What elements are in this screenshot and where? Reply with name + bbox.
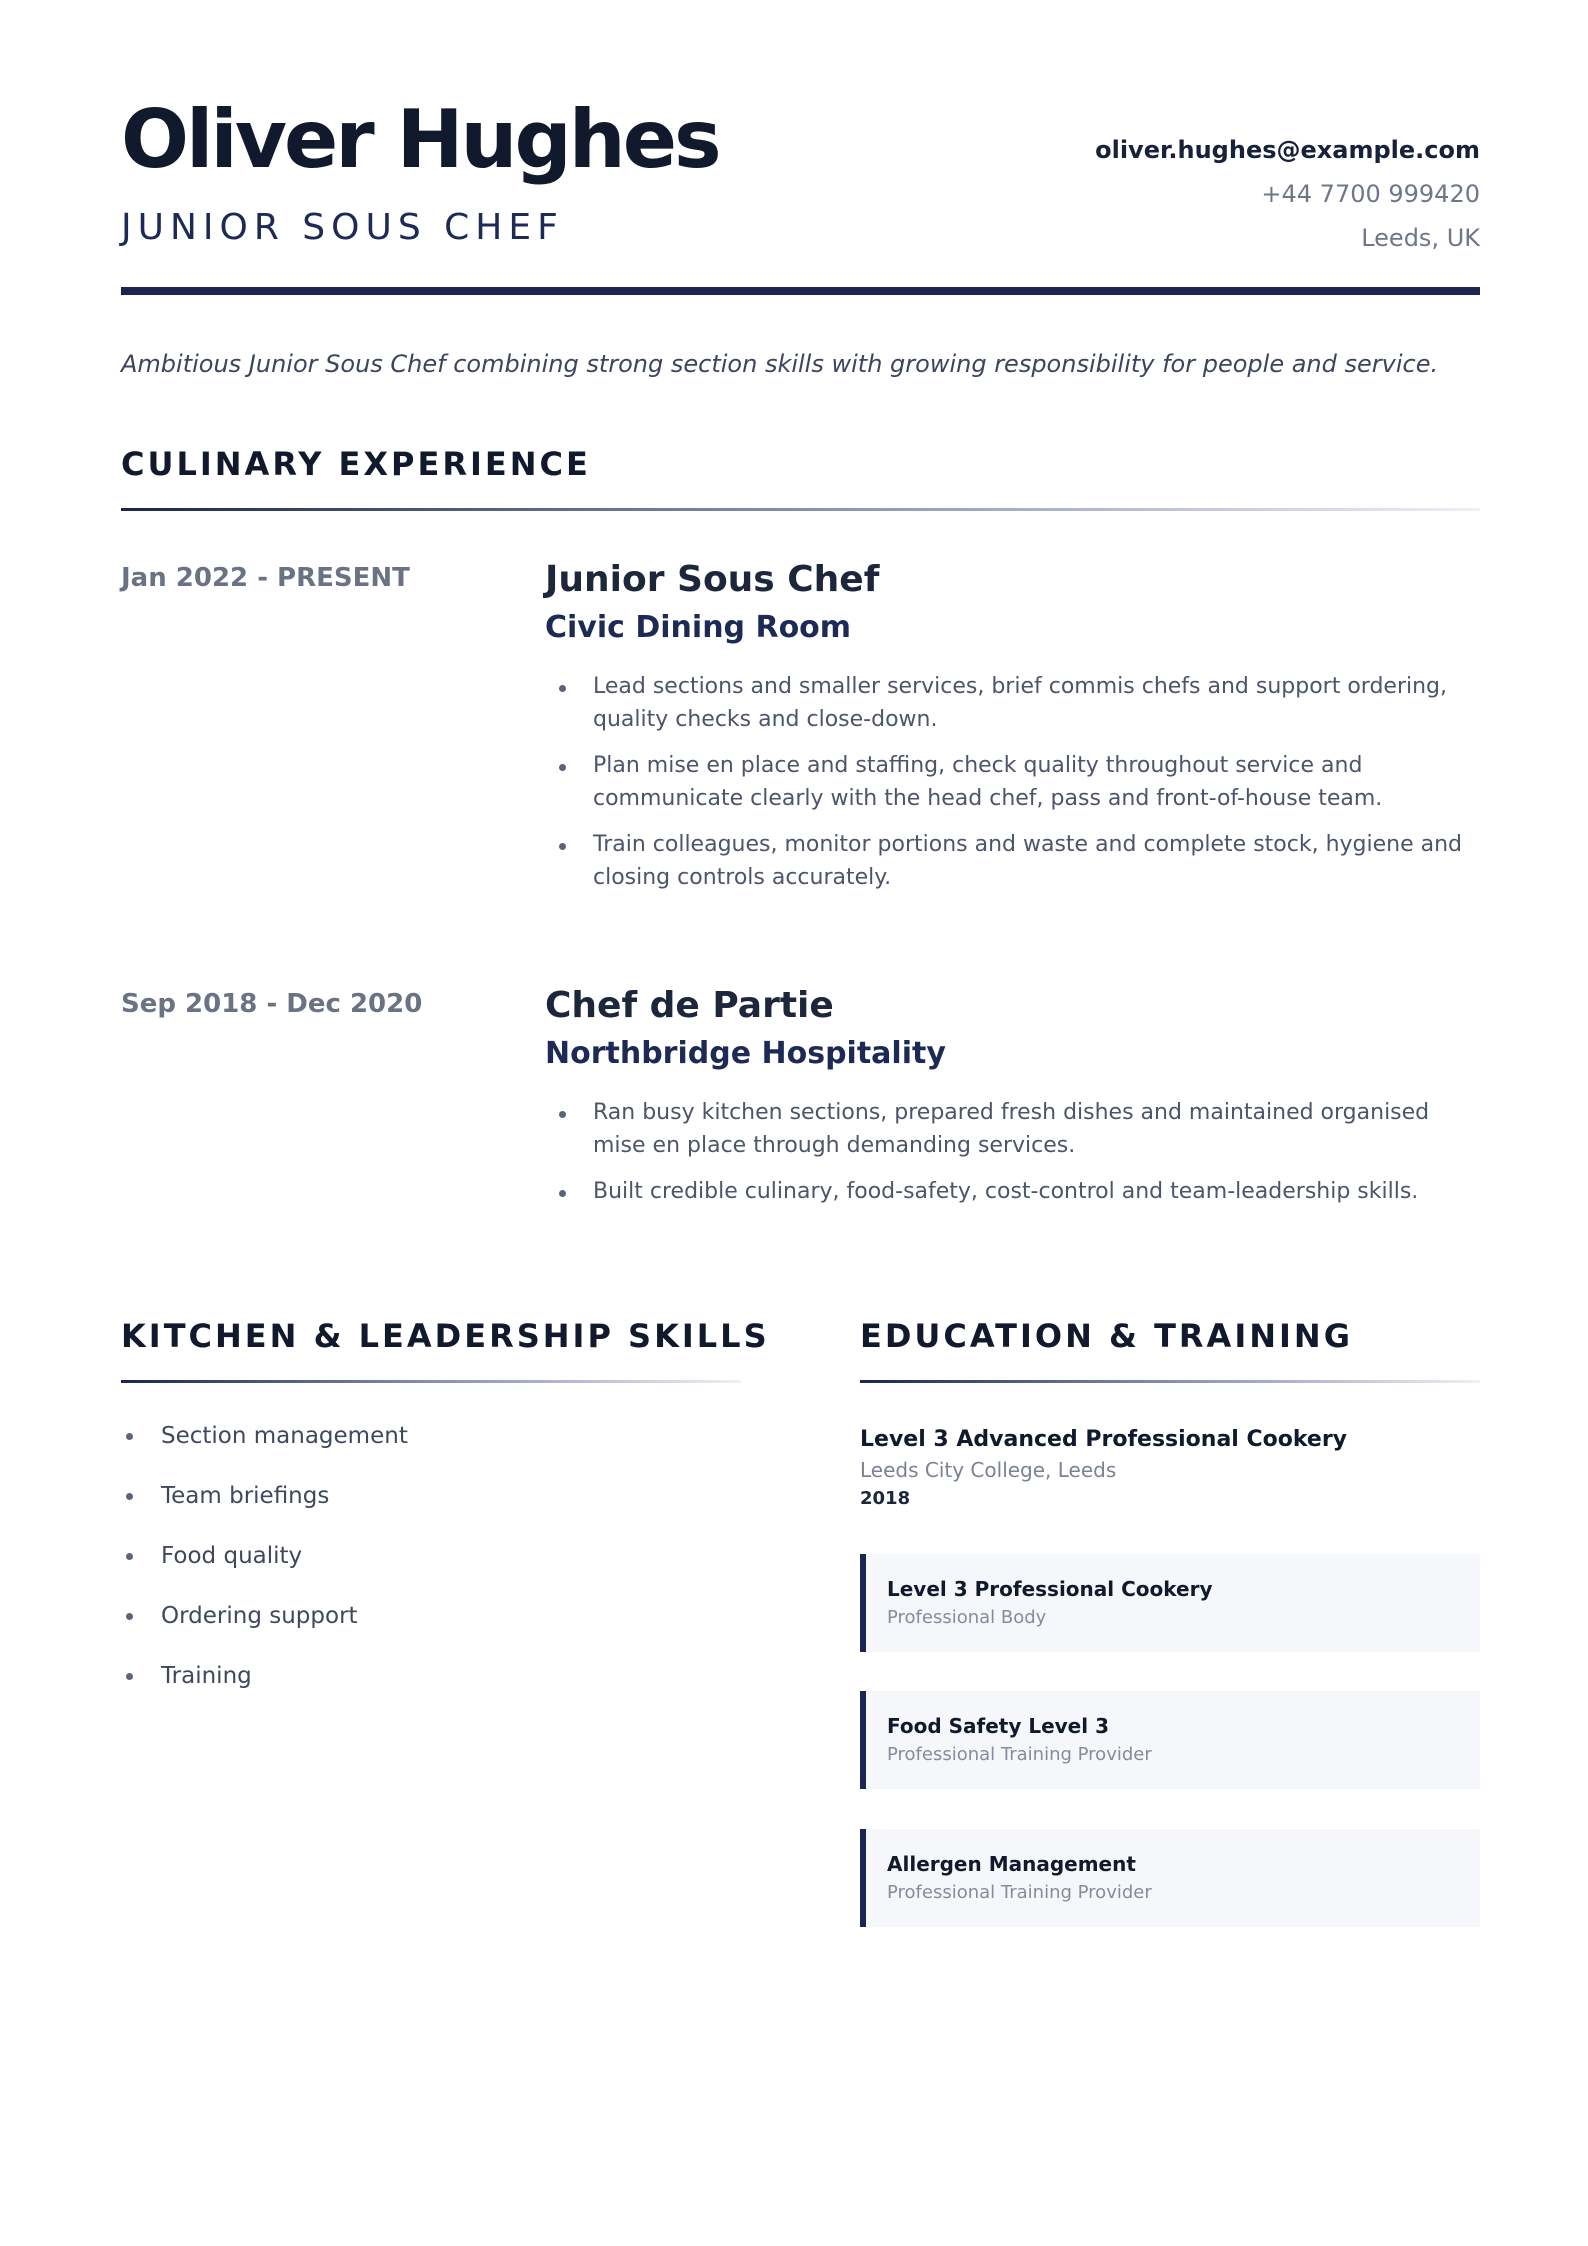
job-bullet-text: Ran busy kitchen sections, prepared fresh dishes and maintained organised mise en place through demanding services. [593, 1100, 1430, 1158]
education-entry [860, 1424, 1480, 1514]
job-company: Northbridge Hospitality [545, 1036, 946, 1071]
bullet-icon [126, 1493, 133, 1500]
bullet-icon [126, 1553, 133, 1560]
contact-block [1095, 128, 1480, 260]
job-bullets [545, 670, 1480, 894]
header-divider [121, 287, 1480, 295]
profile-summary: Ambitious Junior Sous Chef combining strong section skills with growing responsibility for people and service. [121, 350, 1439, 378]
certification-card [860, 1691, 1480, 1789]
job-details [545, 558, 1480, 907]
bullet-icon [126, 1673, 133, 1680]
education-divider [860, 1380, 1480, 1383]
experience-divider [121, 508, 1480, 511]
bullet-icon [559, 685, 566, 692]
job-bullet-text: Built credible culinary, food-safety, cost-control and team-leadership skills. [593, 1179, 1419, 1204]
skill-label: Ordering support [161, 1603, 358, 1629]
skill-item [121, 1540, 408, 1600]
skill-item [121, 1660, 408, 1720]
education-school: Leeds City College, Leeds [860, 1458, 1117, 1482]
certification-issuer: Professional Training Provider [887, 1744, 1152, 1765]
certification-title: Food Safety Level 3 [887, 1714, 1109, 1738]
job-bullet-text: Plan mise en place and staffing, check quality throughout service and communicate clearly with the head chef, pass and front-of-house team. [593, 753, 1383, 811]
job-bullet [545, 670, 1480, 736]
job-role: Chef de Partie [545, 985, 834, 1026]
job-bullet-text: Train colleagues, monitor portions and waste and complete stock, hygiene and closing controls accurately. [593, 832, 1463, 890]
job-bullet-text: Lead sections and smaller services, brief commis chefs and support ordering, quality checks and close-down. [593, 674, 1448, 732]
job-bullet [545, 828, 1480, 894]
skills-list [121, 1420, 408, 1720]
experience-heading: CULINARY EXPERIENCE [121, 445, 591, 483]
skills-divider [121, 1380, 741, 1383]
job-bullets [545, 1096, 1480, 1208]
job-bullet [545, 749, 1480, 815]
job-role: Junior Sous Chef [545, 559, 880, 600]
bullet-icon [559, 1190, 566, 1197]
skill-item [121, 1600, 408, 1660]
certification-issuer: Professional Body [887, 1607, 1047, 1628]
skill-label: Food quality [161, 1543, 303, 1569]
education-heading: EDUCATION & TRAINING [860, 1317, 1353, 1355]
skill-label: Section management [161, 1423, 408, 1449]
skill-label: Team briefings [161, 1483, 330, 1509]
bullet-icon [559, 843, 566, 850]
education-degree: Level 3 Advanced Professional Cookery [860, 1427, 1348, 1452]
certification-title: Level 3 Professional Cookery [887, 1577, 1213, 1601]
skills-heading: KITCHEN & LEADERSHIP SKILLS [121, 1317, 770, 1355]
job-details [545, 984, 1480, 1221]
contact-location: Leeds, UK [1361, 224, 1480, 252]
bullet-icon [126, 1433, 133, 1440]
job-dates: Sep 2018 - Dec 2020 [121, 989, 423, 1019]
certification-card [860, 1829, 1480, 1927]
certification-title: Allergen Management [887, 1852, 1136, 1876]
skill-item [121, 1480, 408, 1540]
certification-issuer: Professional Training Provider [887, 1882, 1152, 1903]
skill-item [121, 1420, 408, 1480]
job-bullet [545, 1096, 1480, 1162]
candidate-title: JUNIOR SOUS CHEF [121, 207, 564, 248]
skill-label: Training [161, 1663, 252, 1689]
candidate-name: Oliver Hughes [121, 93, 719, 186]
bullet-icon [126, 1613, 133, 1620]
job-dates: Jan 2022 - PRESENT [121, 563, 410, 593]
education-year: 2018 [860, 1488, 911, 1509]
job-company: Civic Dining Room [545, 610, 852, 645]
contact-phone[interactable]: +44 7700 999420 [1261, 180, 1480, 208]
contact-email[interactable]: oliver.hughes@example.com [1095, 136, 1480, 164]
bullet-icon [559, 764, 566, 771]
job-bullet [545, 1175, 1480, 1208]
certification-card [860, 1554, 1480, 1652]
bullet-icon [559, 1111, 566, 1118]
